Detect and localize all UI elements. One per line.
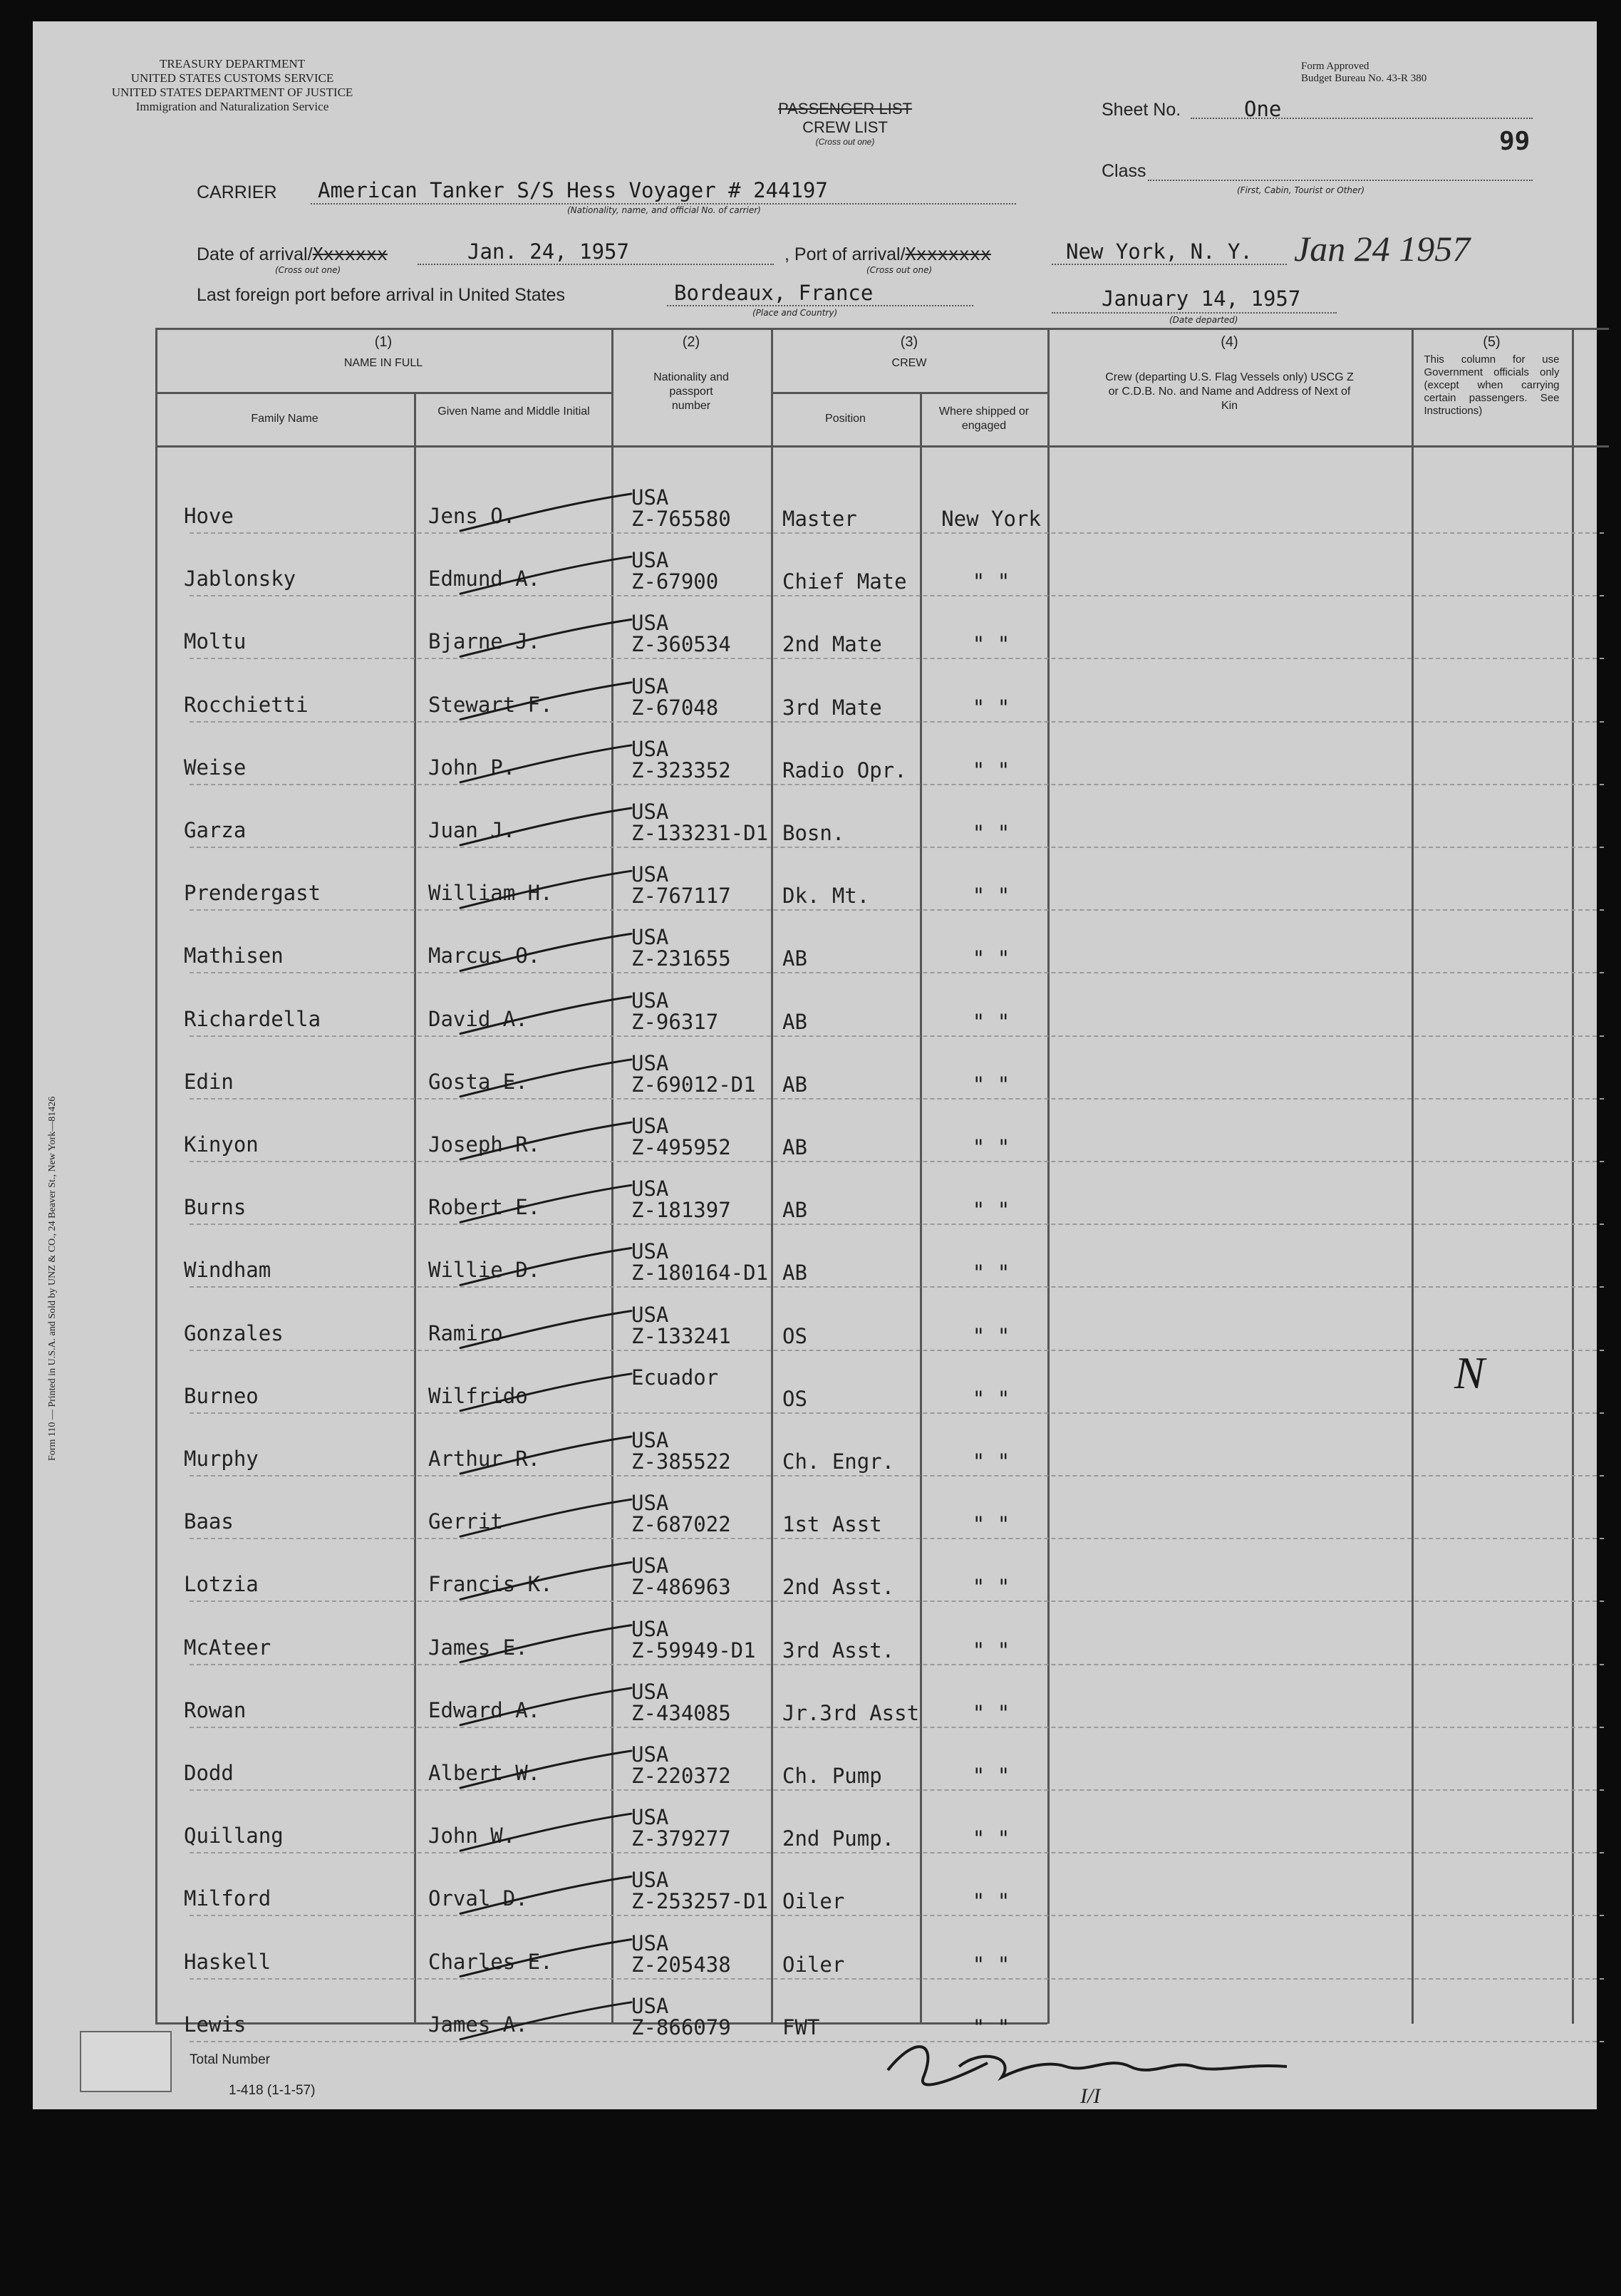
position: Ch. Pump: [782, 1764, 882, 1788]
nationality: USA: [631, 1302, 669, 1327]
handwritten-arrival-date: Jan 24 1957: [1294, 229, 1471, 269]
col3-where-header: Where shipped or engaged: [938, 405, 1030, 432]
nationality: USA: [631, 1868, 669, 1893]
sheet-value: One: [1244, 97, 1282, 121]
nationality: USA: [631, 611, 669, 636]
position: Oiler: [782, 1889, 845, 1914]
passport-number: Z-67048: [631, 695, 719, 720]
position: Oiler: [782, 1952, 845, 1977]
nationality: USA: [631, 925, 669, 950]
where-engaged: " ": [972, 757, 1010, 782]
check-stroke: [460, 1499, 631, 1536]
where-engaged: " ": [972, 695, 1010, 720]
family-name: Milford: [184, 1886, 271, 1911]
nationality: USA: [631, 673, 669, 698]
given-name: Francis K.: [428, 1572, 553, 1597]
col1-given-header: Given Name and Middle Initial: [437, 405, 590, 418]
where-engaged: " ": [972, 569, 1010, 594]
where-engaged: " ": [972, 1198, 1010, 1223]
position: 2nd Asst.: [782, 1575, 895, 1600]
nationality: USA: [631, 1993, 669, 2018]
given-name: Charles E.: [428, 1949, 553, 1974]
nationality: USA: [631, 1239, 669, 1264]
given-name: Albert W.: [428, 1761, 541, 1785]
given-name: James E.: [428, 1635, 528, 1660]
given-name: Bjarne J.: [428, 629, 541, 654]
passport-number: Z-765580: [631, 507, 731, 531]
cross-out-note: (Cross out one): [815, 137, 875, 147]
family-name: Edin: [184, 1069, 234, 1094]
nationality: USA: [631, 1742, 669, 1767]
position: 2nd Pump.: [782, 1826, 895, 1851]
customs-line: UNITED STATES CUSTOMS SERVICE: [130, 71, 334, 85]
passenger-list-struck: PASSENGER LIST: [778, 100, 912, 118]
signature: [874, 2027, 1344, 2106]
passport-number: Z-69012-D1: [631, 1072, 756, 1097]
given-name: Gosta E.: [428, 1069, 528, 1094]
nationality: Ecuador: [631, 1365, 719, 1390]
check-marks-overlay: [33, 21, 1597, 2109]
where-engaged: " ": [972, 1952, 1010, 1977]
where-engaged: " ": [972, 2015, 1010, 2039]
passport-number: Z-220372: [631, 1764, 731, 1788]
family-name: Kinyon: [184, 1132, 259, 1157]
check-stroke: [460, 1562, 631, 1599]
last-port-label: Last foreign port before arrival in United States: [197, 285, 565, 305]
printer-side-text: Form 110 — Printed in U.S.A. and Sold by UNZ & CO., 24 Beaver St., New York—81426: [47, 1096, 58, 1461]
where-engaged: " ": [972, 632, 1010, 657]
family-name: Burneo: [184, 1383, 259, 1408]
passport-number: Z-379277: [631, 1826, 731, 1851]
check-stroke: [460, 1876, 631, 1913]
family-name: Richardella: [184, 1006, 321, 1031]
family-name: Garza: [184, 818, 247, 842]
passport-number: Z-866079: [631, 2015, 731, 2039]
given-name: Wilfrido: [428, 1383, 528, 1408]
nationality: USA: [631, 1177, 669, 1201]
given-name: Juan J.: [428, 818, 516, 842]
given-name: John P.: [428, 755, 516, 780]
passport-number: Z-205438: [631, 1952, 731, 1977]
passport-number: Z-180164-D1: [631, 1261, 769, 1286]
crew-list-title: CREW LIST: [802, 118, 888, 136]
carrier-value: American Tanker S/S Hess Voyager # 244197: [318, 178, 828, 202]
family-name: Hove: [184, 504, 234, 528]
passport-number: Z-253257-D1: [631, 1889, 769, 1914]
position: Bosn.: [782, 821, 845, 845]
position: FWT: [782, 2015, 820, 2039]
passport-number: Z-181397: [631, 1198, 731, 1223]
departed-note: (Date departed): [1169, 315, 1238, 325]
check-stroke: [460, 1248, 631, 1285]
family-name: Weise: [184, 755, 247, 780]
position: Chief Mate: [782, 569, 907, 594]
where-engaged: " ": [972, 1009, 1010, 1034]
passport-number: Z-495952: [631, 1135, 731, 1159]
nationality: USA: [631, 485, 669, 510]
given-name: James A.: [428, 2012, 528, 2037]
col1-header: (1) NAME IN FULL: [343, 334, 423, 369]
where-engaged: " ": [972, 1135, 1010, 1159]
sheet-label: Sheet No.: [1102, 100, 1181, 120]
last-port-note: (Place and Country): [752, 308, 838, 318]
given-name: Joseph R.: [428, 1132, 541, 1157]
where-engaged: " ": [972, 1072, 1010, 1097]
page-number: 99: [1499, 127, 1531, 156]
date-struck: Xxxxxxx: [312, 244, 388, 264]
nationality: USA: [631, 1616, 669, 1641]
position: Jr.3rd Asst: [782, 1700, 920, 1725]
where-engaged: " ": [972, 1889, 1010, 1914]
position: OS: [782, 1386, 807, 1411]
col3-header: (3) CREW: [891, 334, 927, 369]
family-name: McAteer: [184, 1635, 271, 1660]
port-arrival-value: New York, N. Y.: [1066, 239, 1253, 264]
check-stroke: [460, 619, 631, 656]
ins-line: Immigration and Naturalization Service: [135, 100, 329, 113]
where-engaged: " ": [972, 1575, 1010, 1600]
passport-number: Z-67900: [631, 569, 719, 594]
position: 1st Asst: [782, 1512, 882, 1537]
where-engaged: " ": [972, 1638, 1010, 1662]
col3-position-header: Position: [825, 413, 866, 425]
col4-header: (4) Crew (departing U.S. Flag Vessels only) USCG Z or C.D.B. No. and Name and Address of Next of Kin: [1105, 334, 1354, 412]
check-stroke: [460, 1122, 631, 1159]
given-name: William H.: [428, 881, 553, 906]
budget-bureau: Budget Bureau No. 43-R 380: [1301, 73, 1427, 84]
col5-header: (5) This column for use Government officials only (except when carrying certain passengers. See Instructions): [1424, 334, 1560, 417]
check-stroke: [460, 997, 631, 1034]
check-stroke: [460, 557, 631, 594]
family-name: Burns: [184, 1195, 247, 1220]
position: AB: [782, 1072, 807, 1097]
nationality: USA: [631, 800, 669, 824]
given-name: Jens O.: [428, 504, 516, 528]
check-stroke: [460, 1940, 631, 1977]
passport-number: Z-767117: [631, 884, 731, 909]
where-engaged: " ": [972, 946, 1010, 971]
family-name: Rocchietti: [184, 692, 309, 717]
given-name: Ramiro: [428, 1320, 503, 1345]
where-engaged: " ": [972, 1826, 1010, 1851]
passport-number: Z-133231-D1: [631, 821, 769, 845]
check-stroke: [460, 1814, 631, 1851]
given-name: Stewart F.: [428, 692, 553, 717]
where-engaged: " ": [972, 884, 1010, 909]
check-stroke: [460, 1751, 631, 1788]
port-arrival-label: , Port of arrival/Xxxxxxxx: [784, 244, 991, 264]
nationality: USA: [631, 548, 669, 573]
port-struck: Xxxxxxxx: [905, 244, 991, 264]
crew-list-form: [33, 21, 1597, 2109]
nationality: USA: [631, 1679, 669, 1704]
passport-number: Z-133241: [631, 1323, 731, 1348]
class-label: Class: [1102, 161, 1146, 181]
passport-number: Z-385522: [631, 1449, 731, 1474]
nationality: USA: [631, 1805, 669, 1830]
given-name: Robert E.: [428, 1195, 541, 1220]
carrier-note: (Nationality, name, and official No. of carrier): [567, 205, 761, 215]
date-arrival-label: Date of arrival/Xxxxxxx: [197, 244, 388, 264]
position: Master: [782, 507, 857, 531]
nationality: USA: [631, 1553, 669, 1578]
nationality: USA: [631, 1428, 669, 1452]
where-engaged: " ": [972, 1700, 1010, 1725]
nationality: USA: [631, 1114, 669, 1138]
passport-number: Z-59949-D1: [631, 1638, 756, 1662]
form-code: 1-418 (1-1-57): [229, 2083, 316, 2098]
passport-number: Z-360534: [631, 632, 731, 657]
position: AB: [782, 946, 807, 971]
total-number-label: Total Number: [190, 2052, 270, 2067]
check-stroke: [460, 934, 631, 971]
given-name: Willie D.: [428, 1258, 541, 1283]
position: OS: [782, 1323, 807, 1348]
family-name: Gonzales: [184, 1320, 284, 1345]
nationality: USA: [631, 862, 669, 887]
check-stroke: [460, 2002, 631, 2039]
where-engaged: " ": [972, 1386, 1010, 1411]
family-name: Rowan: [184, 1697, 247, 1722]
given-name: Arthur R.: [428, 1447, 541, 1471]
given-name: Gerrit: [428, 1509, 503, 1534]
col1-family-header: Family Name: [251, 413, 318, 425]
date-cross-note: (Cross out one): [275, 265, 341, 275]
passport-number: Z-96317: [631, 1009, 719, 1034]
justice-line: UNITED STATES DEPARTMENT OF JUSTICE: [111, 86, 353, 99]
position: 2nd Mate: [782, 632, 882, 657]
check-stroke: [460, 1688, 631, 1725]
signature-initials: I/I: [1080, 2084, 1101, 2108]
passport-number: Z-687022: [631, 1512, 731, 1537]
position: 3rd Mate: [782, 695, 882, 720]
given-name: Edward A.: [428, 1697, 541, 1722]
passport-number: Z-486963: [631, 1575, 731, 1600]
check-stroke: [460, 1060, 631, 1097]
date-arrival-value: Jan. 24, 1957: [467, 239, 629, 264]
position: 3rd Asst.: [782, 1638, 895, 1662]
carrier-label: CARRIER: [197, 182, 277, 202]
check-stroke: [460, 1625, 631, 1662]
last-port-value: Bordeaux, France: [674, 281, 874, 305]
position: AB: [782, 1135, 807, 1159]
family-name: Dodd: [184, 1761, 234, 1785]
nationality: USA: [631, 1930, 669, 1955]
nationality: USA: [631, 1050, 669, 1075]
position: AB: [782, 1009, 807, 1034]
where-engaged: " ": [972, 1764, 1010, 1788]
position: AB: [782, 1261, 807, 1286]
family-name: Moltu: [184, 629, 247, 654]
family-name: Lotzia: [184, 1572, 259, 1597]
passport-number: Z-231655: [631, 946, 731, 971]
position: Dk. Mt.: [782, 884, 870, 909]
family-name: Prendergast: [184, 881, 321, 906]
family-name: Quillang: [184, 1824, 284, 1848]
family-name: Haskell: [184, 1949, 271, 1974]
departed-value: January 14, 1957: [1102, 286, 1301, 311]
check-stroke: [460, 808, 631, 845]
col2-header: (2) Nationality and passport number: [653, 334, 729, 412]
passport-number: Z-323352: [631, 757, 731, 782]
nationality: USA: [631, 736, 669, 761]
check-stroke: [460, 1185, 631, 1222]
family-name: Windham: [184, 1258, 271, 1283]
position: AB: [782, 1198, 807, 1223]
given-name: Marcus O.: [428, 943, 541, 968]
family-name: Baas: [184, 1509, 234, 1534]
given-name: John W.: [428, 1824, 516, 1848]
check-stroke: [460, 1374, 631, 1411]
check-stroke: [460, 1437, 631, 1474]
treasury-line: TREASURY DEPARTMENT: [159, 57, 306, 71]
burneo-mark: N: [1454, 1348, 1485, 1398]
form-approved: Form Approved: [1301, 61, 1369, 72]
position: Ch. Engr.: [782, 1449, 895, 1474]
nationality: USA: [631, 1491, 669, 1516]
passport-number: Z-434085: [631, 1700, 731, 1725]
check-stroke: [460, 871, 631, 908]
position: Radio Opr.: [782, 757, 907, 782]
nationality: USA: [631, 988, 669, 1013]
total-number-box: [80, 2031, 172, 2092]
where-engaged: " ": [972, 1261, 1010, 1286]
family-name: Mathisen: [184, 943, 284, 968]
given-name: David A.: [428, 1006, 528, 1031]
class-note: (First, Cabin, Tourist or Other): [1237, 185, 1365, 195]
where-engaged: New York: [941, 507, 1041, 531]
family-name: Jablonsky: [184, 567, 296, 591]
check-stroke: [460, 494, 631, 531]
where-engaged: " ": [972, 821, 1010, 845]
given-name: Edmund A.: [428, 567, 541, 591]
given-name: Orval D.: [428, 1886, 528, 1911]
check-stroke: [460, 683, 631, 720]
family-name: Murphy: [184, 1447, 259, 1471]
where-engaged: " ": [972, 1449, 1010, 1474]
check-stroke: [460, 1311, 631, 1348]
check-stroke: [460, 745, 631, 782]
family-name: Lewis: [184, 2012, 247, 2037]
where-engaged: " ": [972, 1512, 1010, 1537]
where-engaged: " ": [972, 1323, 1010, 1348]
port-cross-note: (Cross out one): [866, 265, 933, 275]
